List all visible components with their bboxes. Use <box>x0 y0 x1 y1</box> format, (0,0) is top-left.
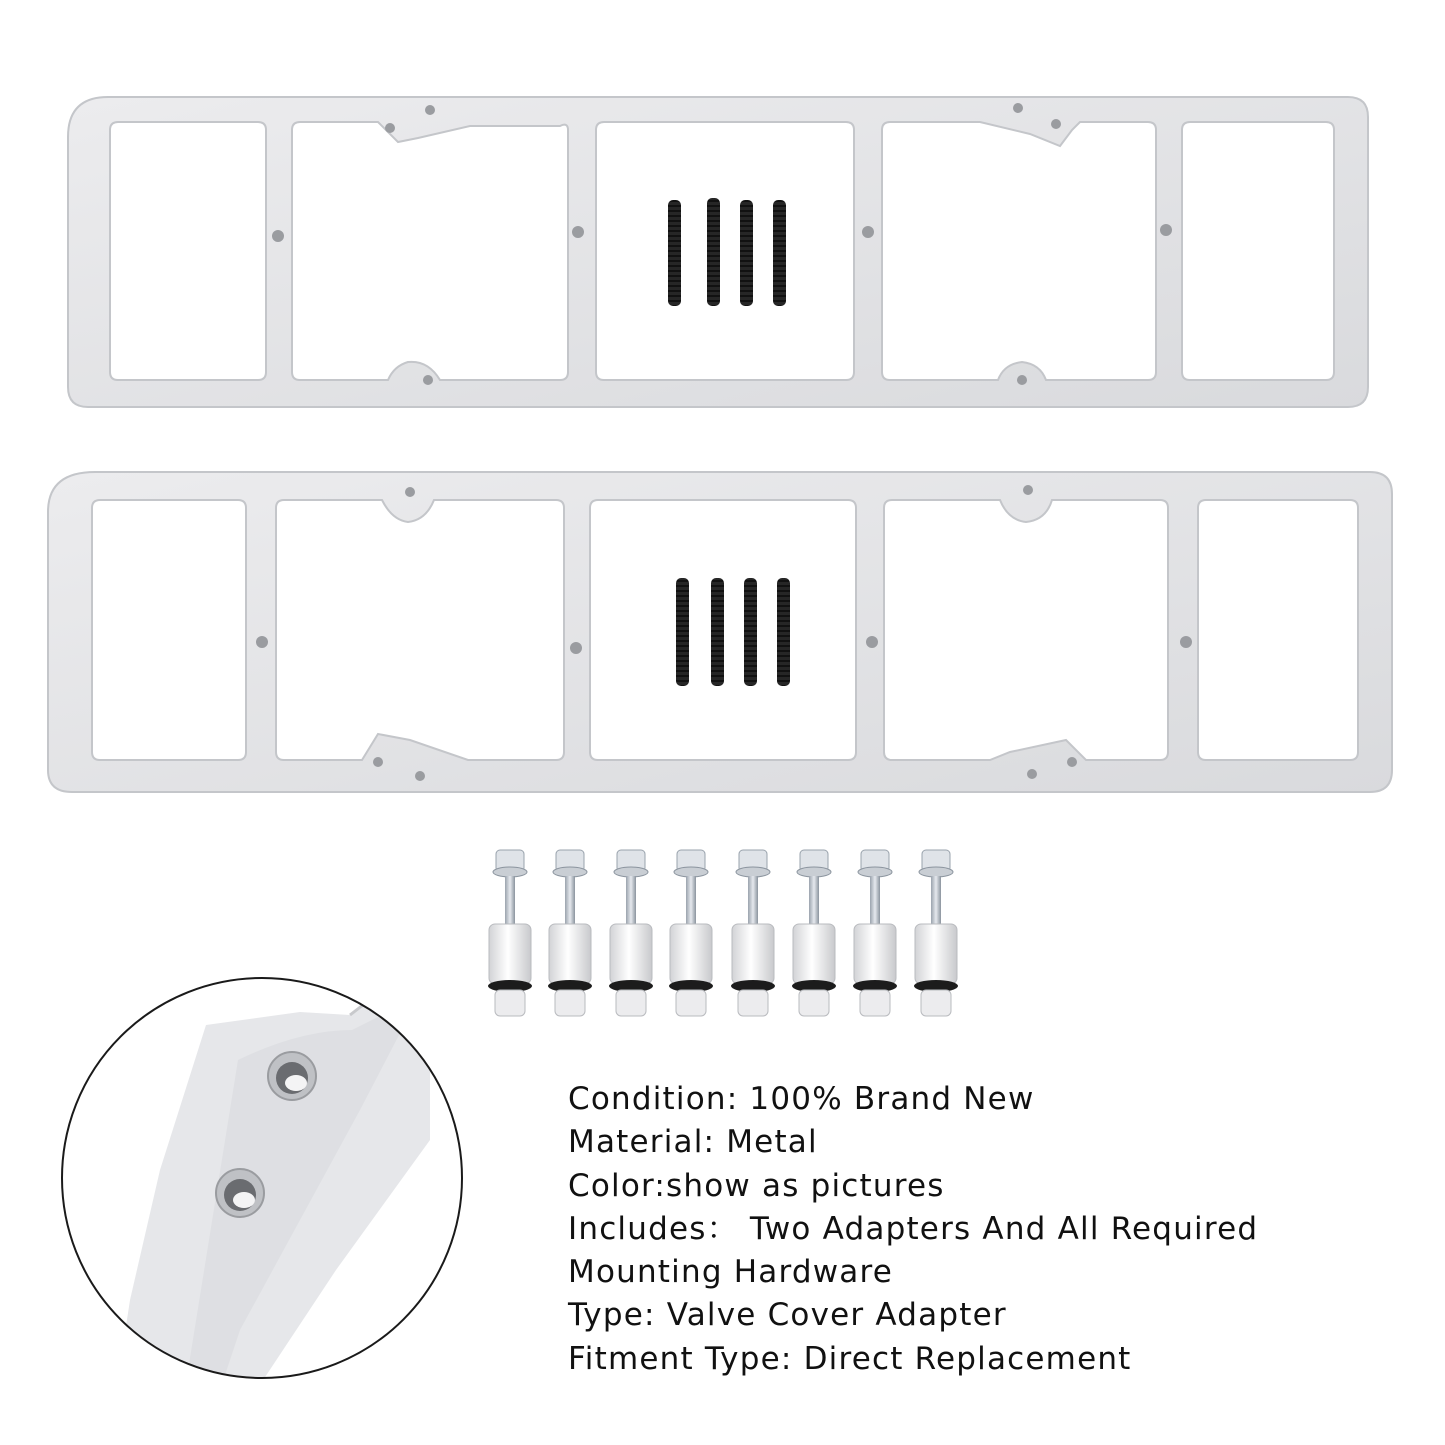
bolt-1 <box>488 850 532 1016</box>
bolt-3 <box>609 850 653 1016</box>
spec-fitment: Fitment Type: Direct Replacement <box>568 1340 1132 1377</box>
bolts-with-spacers <box>488 850 958 1016</box>
spec-includes: Includes： Two Adapters And All Required <box>568 1210 1259 1247</box>
spec-condition: Condition: 100% Brand New <box>568 1081 1035 1117</box>
bottom-studs <box>676 578 790 686</box>
spec-type: Type: Valve Cover Adapter <box>568 1297 1007 1334</box>
spec-includes-continued: Mounting Hardware <box>568 1254 894 1291</box>
bolt-7 <box>853 850 897 1016</box>
bolt-5 <box>731 850 775 1016</box>
bolt-2 <box>548 850 592 1016</box>
spec-color: Color:show as pictures <box>568 1167 945 1204</box>
spec-list <box>568 1078 1428 1381</box>
bolt-8 <box>914 850 958 1016</box>
detail-closeup <box>62 978 462 1430</box>
top-studs <box>668 198 786 306</box>
bolt-6 <box>792 850 836 1016</box>
bolt-4 <box>669 850 713 1016</box>
spec-material: Material: Metal <box>568 1124 818 1161</box>
